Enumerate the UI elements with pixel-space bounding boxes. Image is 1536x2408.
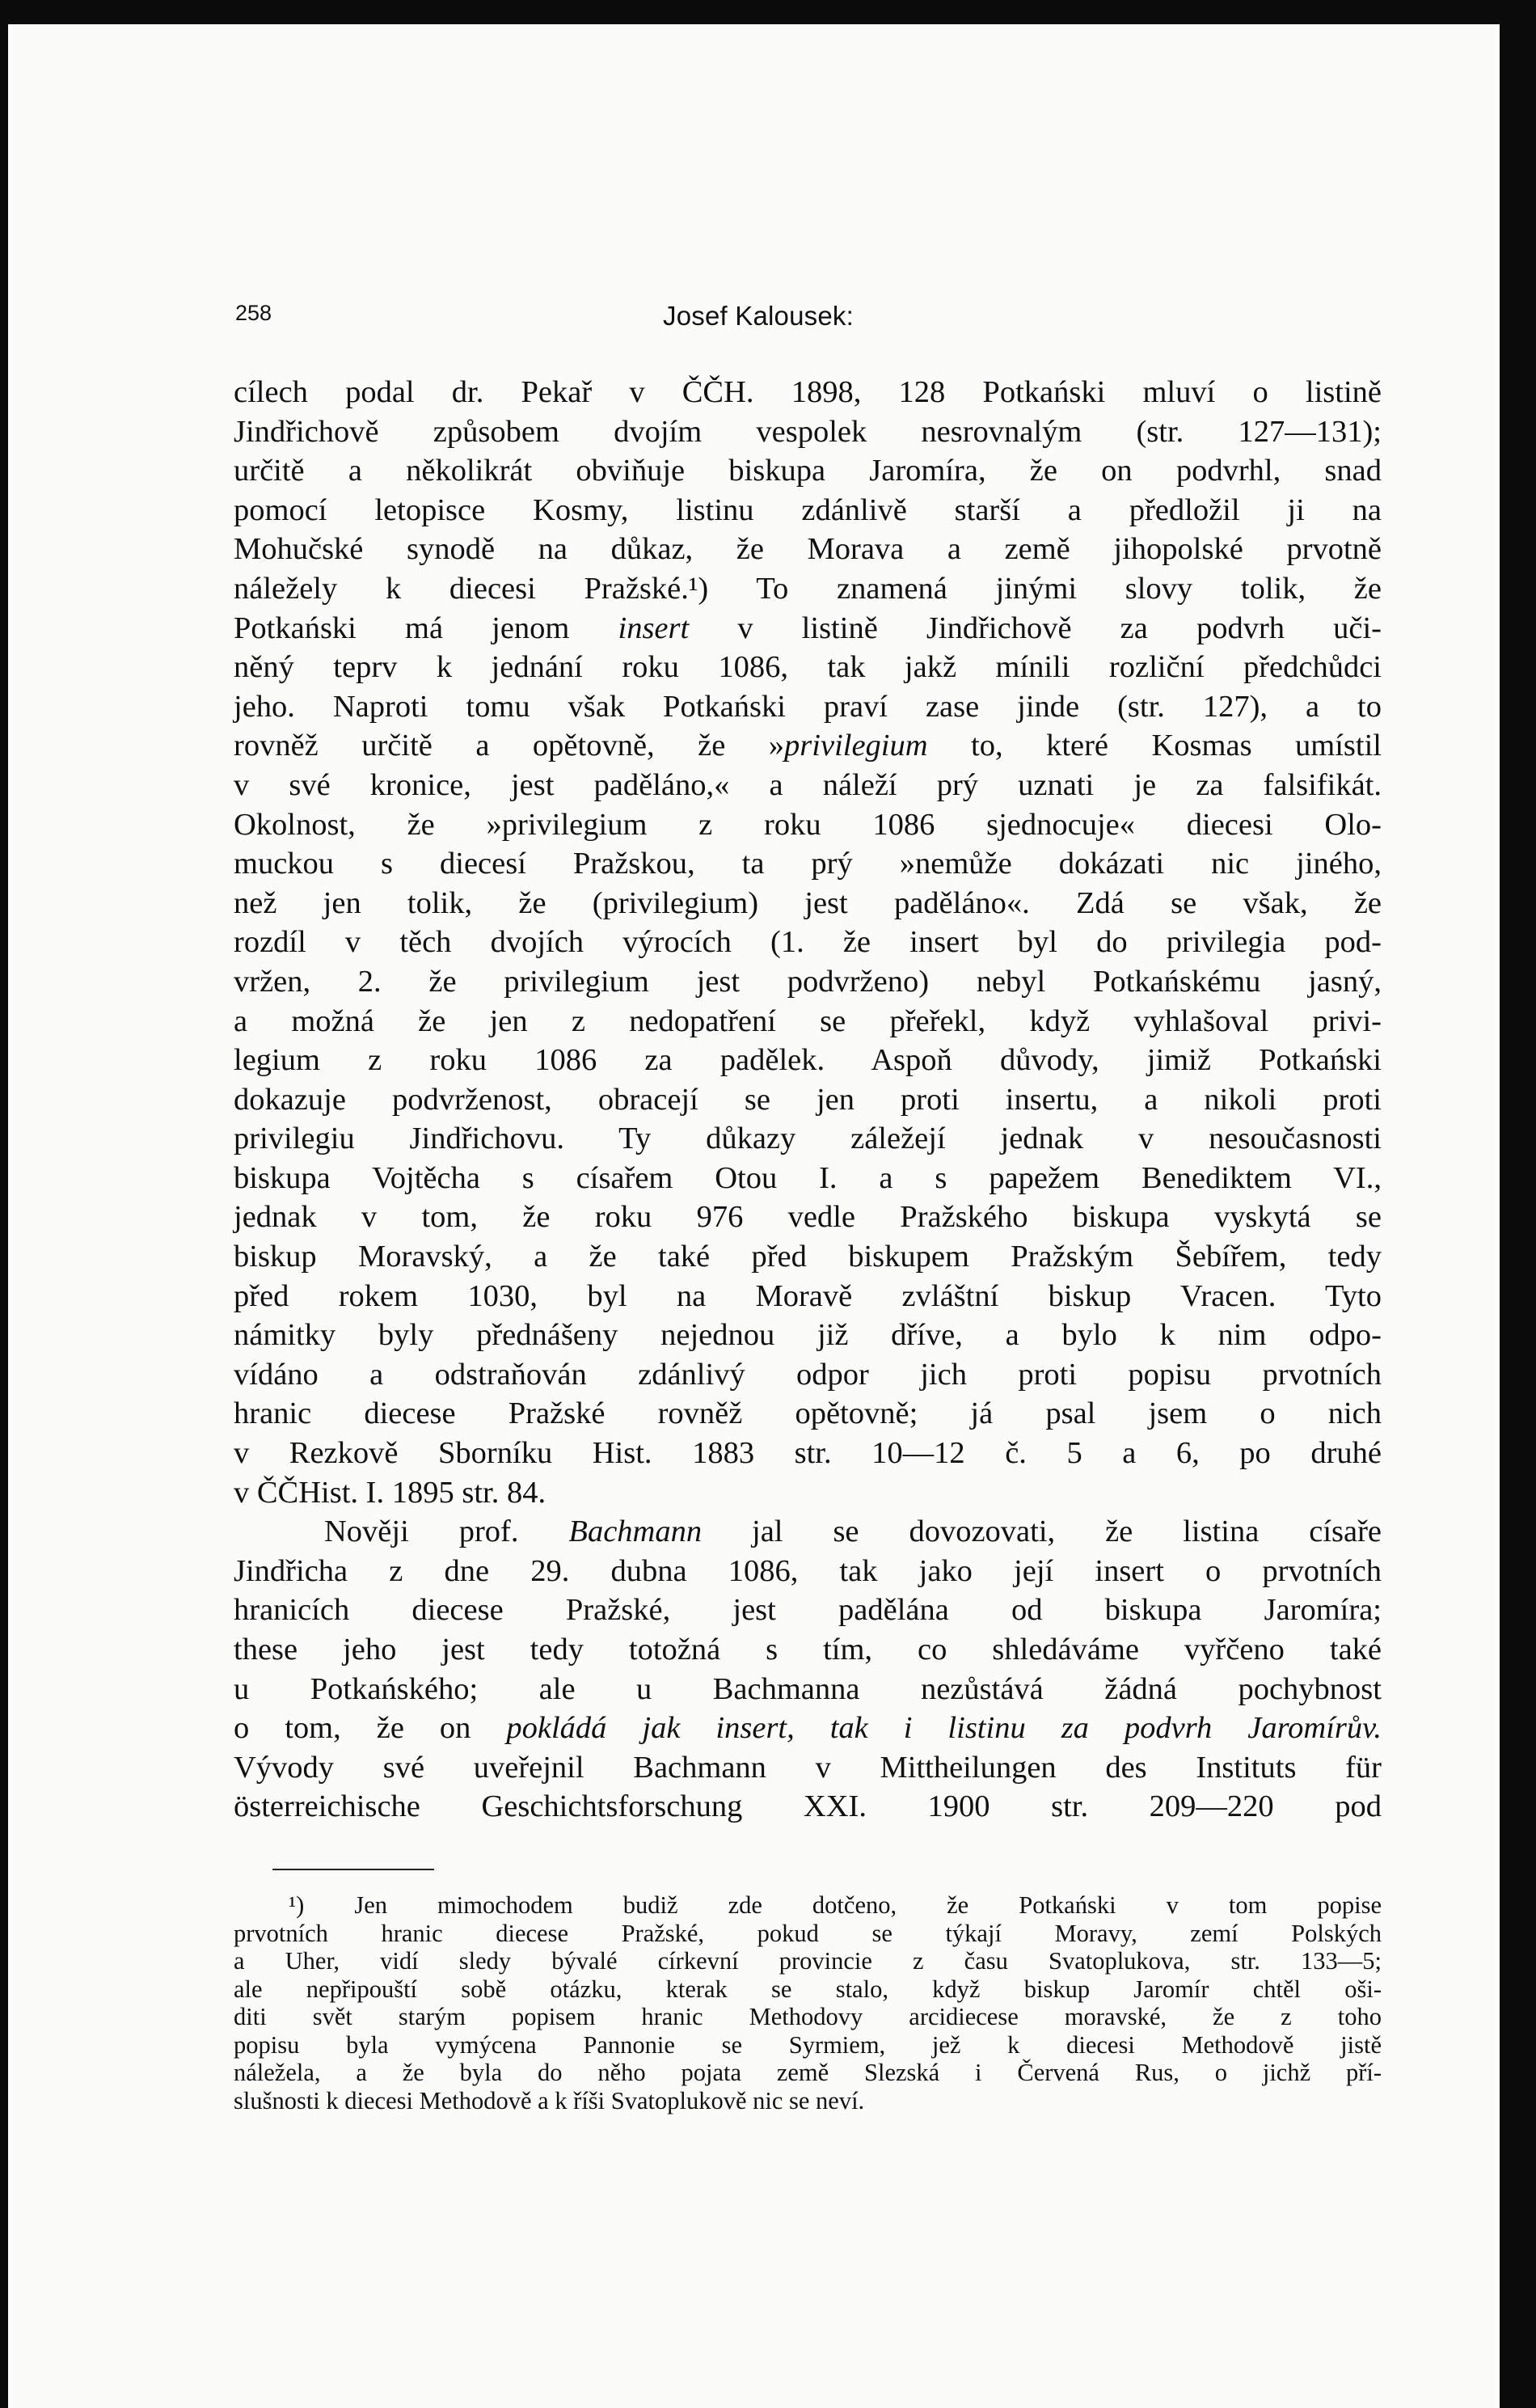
paragraph-start-line [234,1512,1382,1552]
footnote-line: náležela, a že byla do něho pojata země Slezská i Červená Rus, o jichž pří- [234,2059,1382,2086]
body-line-text: Nověji prof. [324,1515,569,1549]
body-line-text: to, které Kosmas umístil [927,729,1382,763]
running-head: Josef Kalousek: [663,301,854,331]
body-line-text: o tom, že on [234,1711,507,1746]
body-line: než jen tolik, že (privilegium) jest paděláno«. Zdá se však, že [234,885,1382,920]
body-line: v ČČHist. I. 1895 str. 84. [234,1475,546,1510]
body-line: vržen, 2. že privilegium jest podvrženo) nebyl Potkańskému jasný, [234,964,1382,999]
body-line: u Potkańského; ale u Bachmanna nezůstává žádná pochybnost [234,1671,1382,1706]
footnote-separator-rule [272,1869,434,1870]
footnote-line: prvotních hranic diecese Pražské, pokud se týkají Moravy, zemí Polských [234,1919,1382,1947]
body-text [234,373,1382,1827]
body-line [234,726,1382,766]
body-line: muckou s diecesí Pražskou, ta prý »nemůže dokázati nic jiného, [234,847,1382,881]
body-line: jeho. Naproti tomu však Potkański praví zase jinde (str. 127), a to [234,689,1382,724]
body-line: Mohučské synodě na důkaz, že Morava a země jihopolské prvotně [234,532,1382,567]
body-line: jednak v tom, že roku 976 vedle Pražského biskupa vyskytá se [234,1200,1382,1235]
footnote-line: ¹) Jen mimochodem budiž zde dotčeno, že Potkański v tom popise [289,1891,1382,1919]
footnote-line: ale nepřipouští sobě otázku, kterak se stalo, když biskup Jaromír chtěl oši- [234,1975,1382,2003]
body-line-text: jal se dovozovati, že listina císaře [702,1515,1382,1549]
body-line: cílech podal dr. Pekař v ČČH. 1898, 128 Potkański mluví o listině [234,375,1382,409]
italic-phrase-podvrh: pokládá jak insert, tak i listinu za podvrh Jaromírův. [506,1711,1382,1746]
body-line: v Rezkově Sborníku Hist. 1883 str. 10—12 č. 5 a 6, po druhé [234,1436,1382,1471]
body-line: dokazuje podvrženost, obracejí se jen proti insertu, a nikoli proti [234,1082,1382,1117]
body-line: náležely k diecesi Pražské.¹) To znamená jinými slovy tolik, že [234,571,1382,606]
body-line: Jindřicha z dne 29. dubna 1086, tak jako její insert o prvotních [234,1553,1382,1588]
body-line: námitky byly přednášeny nejednou již dříve, a bylo k nim odpo- [234,1318,1382,1353]
body-line: hranic diecese Pražské rovněž opětovně; já psal jsem o nich [234,1396,1382,1431]
body-line [234,609,1382,648]
body-line: rozdíl v těch dvojích výrocích (1. že insert byl do privilegia pod- [234,925,1382,960]
footnotes [234,1891,1382,2114]
italic-name-bachmann: Bachmann [568,1515,703,1549]
page-header [235,301,1383,338]
body-line: privilegiu Jindřichovu. Ty důkazy záležejí jednak v nesoučasnosti [234,1122,1382,1156]
body-line-text: v listině Jindřichově za podvrh uči- [689,610,1382,645]
footnote-line: a Uher, vidí sledy bývalé církevní provincie z času Svatoplukova, str. 133—5; [234,1947,1382,1975]
italic-term-insert: insert [618,610,690,645]
body-line: Jindřichově způsobem dvojím vespolek nesrovnalým (str. 127—131); [234,414,1382,449]
body-line: určitě a několikrát obviňuje biskupa Jaromíra, že on podvrhl, snad [234,454,1382,488]
body-line: vídáno a odstraňován zdánlivý odpor jich proti popisu prvotních [234,1357,1382,1392]
body-line: legium z roku 1086 za padělek. Aspoň důvody, jimiž Potkański [234,1043,1382,1078]
scanned-book-page [8,24,1500,2408]
page-number: 258 [235,301,272,325]
body-line-text: Potkański má jenom [234,610,618,645]
footnote-line: popisu byla vymýcena Pannonie se Syrmiem, jež k diecesi Methodově jistě [234,2030,1382,2059]
italic-term-privilegium: privilegium [784,729,928,763]
body-line: pomocí letopisce Kosmy, listinu zdánlivě starší a předložil ji na [234,492,1382,527]
body-line: hranicích diecese Pražské, jest padělána od biskupa Jaromíra; [234,1593,1382,1628]
body-line: a možná že jen z nedopatření se přeřekl, když vyhlašoval privi- [234,1003,1382,1038]
body-line: biskupa Vojtěcha s císařem Otou I. a s papežem Benediktem VI., [234,1160,1382,1195]
body-line: Okolnost, že »privilegium z roku 1086 sjednocuje« diecesi Olo- [234,807,1382,842]
body-line: these jeho jest tedy totožná s tím, co shledáváme vyřčeno také [234,1633,1382,1667]
footnote-line: diti svět starým popisem hranic Methodovy arcidiecese moravské, že z toho [234,2003,1382,2030]
body-line: österreichische Geschichtsforschung XXI. 1900 str. 209—220 pod [234,1789,1382,1824]
body-line: něný teprv k jednání roku 1086, tak jakž mínili rozliční předchůdci [234,650,1382,685]
body-line: biskup Moravský, a že také před biskupem Pražským Šebířem, tedy [234,1240,1382,1274]
footnote-line: slušnosti k diecesi Methodově a k říši Svatoplukově nic se neví. [234,2086,865,2114]
body-line: před rokem 1030, byl na Moravě zvláštní biskup Vracen. Tyto [234,1278,1382,1313]
body-line: v své kronice, jest paděláno,« a náleží prý uznati je za falsifikát. [234,767,1382,802]
body-line-text: rovněž určitě a opětovně, že » [234,729,785,763]
body-line: Vývody své uveřejnil Bachmann v Mittheilungen des Instituts für [234,1750,1382,1785]
body-line [234,1709,1382,1748]
